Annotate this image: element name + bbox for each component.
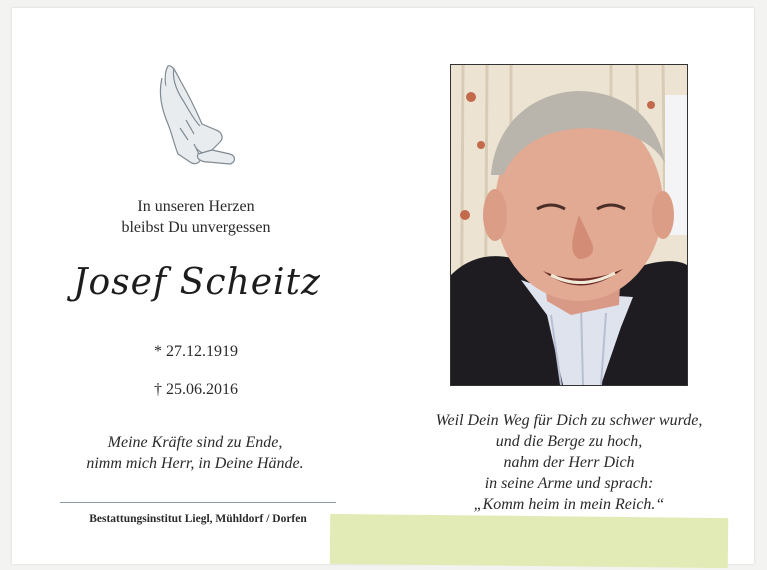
verse-right-line: nahm der Herr Dich <box>503 454 635 471</box>
verse-right-line: Weil Dein Weg für Dich zu schwer wurde, <box>435 412 703 429</box>
funeral-home-credit: Bestattungsinstitut Liegl, Mühldorf / Dorfen <box>89 513 307 525</box>
verse-right-line: und die Berge zu hoch, <box>495 433 643 450</box>
deceased-name: Josef Scheitz <box>73 262 321 303</box>
praying-hands-icon <box>150 58 240 170</box>
sticky-note <box>330 514 729 568</box>
verse-left <box>50 432 340 474</box>
verse-left-line: nimm mich Herr, in Deine Hände. <box>86 455 304 472</box>
verse-right-line: „Komm heim in mein Reich.“ <box>473 496 665 513</box>
birth-date: * 27.12.1919 <box>154 343 238 360</box>
motto-line-2: bleibst Du unvergessen <box>121 219 271 236</box>
portrait-photo <box>450 64 688 386</box>
divider-line <box>60 502 336 503</box>
memorial-motto <box>96 196 296 238</box>
verse-left-line: Meine Kräfte sind zu Ende, <box>107 434 283 451</box>
death-date: † 25.06.2016 <box>154 381 238 398</box>
verse-right <box>406 410 732 515</box>
verse-right-line: in seine Arme und sprach: <box>484 475 654 492</box>
motto-line-1: In unseren Herzen <box>137 198 255 215</box>
